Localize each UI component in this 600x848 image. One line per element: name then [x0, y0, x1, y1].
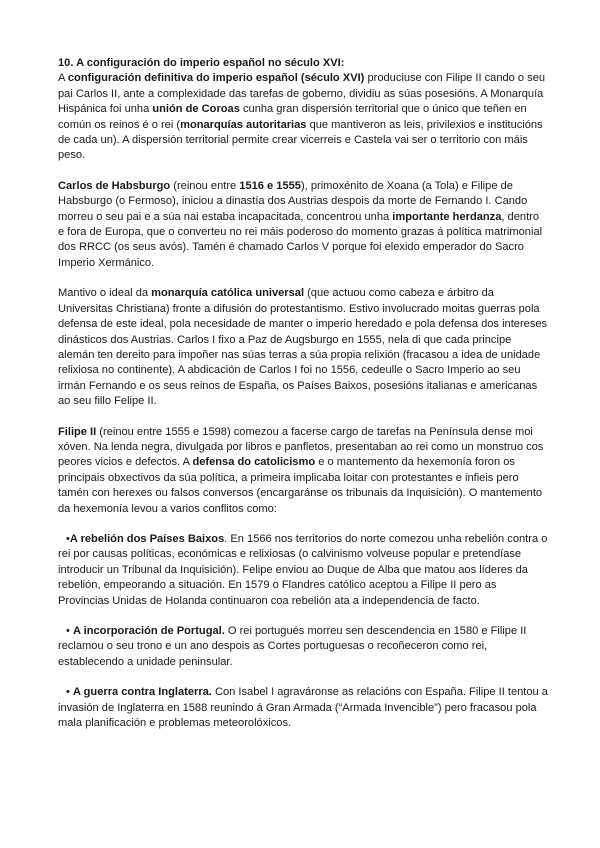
- filipe-text-1: (reinou entre 1555 e 1598) comezou a facerse cargo de tarefas na Península dense moi xóven. Na lenda negra, divulgada por libros e panfletos, presentaban ao rei como un monstruo cos peores vicios e defectos. A: [58, 425, 544, 469]
- intro-paragraph: [58, 71, 548, 163]
- bullet-title: A incorporación de Portugal.: [72, 625, 225, 637]
- bullet-item-netherlands: [58, 532, 548, 609]
- bullet-item-portugal: [58, 624, 548, 670]
- bullet-text: O rei portugués morreu sen descendencia en 1580 e Filipe II reclamou o seu trono e un ano despois as Cortes portuguesas o recoñeceron como rei, establecendo a unidade peninsular.: [58, 625, 527, 668]
- carlos-bold-3: importante herdanza: [392, 210, 502, 223]
- bullet-text: Con Isabel I agraváronse as relacións con España. Filipe II tentou a invasión de Inglaterra en 1588 reunindo á Gran Armada (“Armada Invencible”) pero fracasou pola mala planificación e problemas meteorolóxicos.: [58, 686, 548, 730]
- ideal-text-2: (que actuou como cabeza e árbitro da Universitas Christiana) fronte a difusión do protestantismo. Estivo involucrado moitas guerras pola defensa de este ideal, pola necesidade de manter o imperio heredado e pola defensa dos intereses dinásticos dos Austrias. Carlos I fixo a Paz de Augsburgo en 1555, nela di que cada principe alemán ten dereito para impoñer nas súas terras a súa propia relixión (fracasou a idea de unidade relixiosa no continente). A abdicación de Carlos I foi no 1556, cedeulle o Sacro Imperio ao seu irmán Fernando e os seus reinos de España, os Países Baixos, posesións italianas e americanas ao seu fillo Felipe II.: [58, 287, 548, 408]
- bullet-item-england: [58, 685, 548, 731]
- filipe-bold-2: defensa do catolicismo: [192, 456, 316, 469]
- filipe-text-2: e o mantemento da hexemonía foron os principais obxectivos da súa política, a primeira implicaba loitar con protestantes e infieis pero tamén con herexes ou falsos conversos (encargaránse os tribunais da Inquisición). O mantemento da hexemonía levou a varios conflitos como:: [58, 456, 543, 515]
- bullet-mark: •: [66, 686, 73, 699]
- ideal-bold-1: monarquía católica universal: [151, 287, 305, 300]
- paragraph-gap: [58, 410, 548, 425]
- intro-bold-1: configuración definitiva do imperio español (século XVI): [67, 72, 365, 85]
- filipe-paragraph: [58, 425, 548, 517]
- paragraph-gap: [58, 609, 548, 624]
- intro-bold-3: monarquías autoritarias: [180, 118, 307, 131]
- section-heading: 10. A configuración do imperio español no século XVI:: [58, 57, 345, 69]
- carlos-paragraph: [58, 179, 548, 271]
- intro-bold-2: unión de Coroas: [152, 103, 240, 116]
- bullet-title: A rebelión dos Países Baixos: [69, 532, 225, 545]
- intro-text-1: A: [58, 72, 68, 85]
- filipe-bold-1: Filipe II: [58, 425, 97, 438]
- intro-text-4: que mantiveron as leis, privilexios e institucións de cada un). A dispersión territorial permite crear vicerreis e Castela vai ser o territorio con máis peso.: [58, 118, 543, 162]
- paragraph-gap: [58, 517, 548, 532]
- intro-text-3: cunha gran dispersión territorial que o único que teñen en común os reinos é o rei (: [58, 103, 527, 131]
- paragraph-gap: [58, 164, 548, 179]
- carlos-bold-2: 1516 e 1555: [239, 179, 301, 192]
- bullet-text: . En 1566 nos territorios do norte comezou unha rebelión contra o rei por causas políticas, económicas e relixiosas (o calvinismo volveuse popular e pretendíase introducir un Tribunal da Inquisición). Felipe enviou ao Duque de Alba que matou aos líderes da rebelión, empeorando a situación. En 1579 o Flandres católico aceptou a Filipe II pero as Provincias Unidas de Holanda continuaron coa rebelión ata a independencia de facto.: [58, 532, 548, 607]
- bullet-title: A guerra contra Inglaterra.: [72, 686, 212, 699]
- carlos-bold-1: Carlos de Habsburgo: [58, 179, 171, 192]
- bullet-mark: •: [66, 625, 73, 637]
- carlos-text-3: , dentro e fora de Europa, que o converteu no rei máis poderoso do momento grazas á política matrimonial dos RRCC (os seus avós). Tamén é chamado Carlos V porque foi elexido emperador do Sacro Imperio Xermánico.: [58, 210, 543, 269]
- intro-text-2: produciuse con Filipe II cando o seu pai Carlos II, ante a complexidade das tarefas de goberno, dividiu as súas posesións. A Monarquía Hispánica foi unha: [58, 72, 546, 116]
- paragraph-gap: [58, 271, 548, 286]
- ideal-text-1: Mantivo o ideal da: [58, 287, 152, 300]
- carlos-text-1: (reinou entre: [170, 179, 240, 192]
- ideal-paragraph: [58, 286, 548, 409]
- bullet-mark: •: [66, 532, 70, 545]
- paragraph-gap: [58, 670, 548, 685]
- carlos-text-2: ), primoxénito de Xoana (a Tola) e Filipe de Habsburgo (o Fermoso), iniciou a dinastía dos Austrias despois da morte de Fernando I. Cando morreu o seu pai e a súa nai estaba incapacitada, concentrou unha: [58, 179, 528, 223]
